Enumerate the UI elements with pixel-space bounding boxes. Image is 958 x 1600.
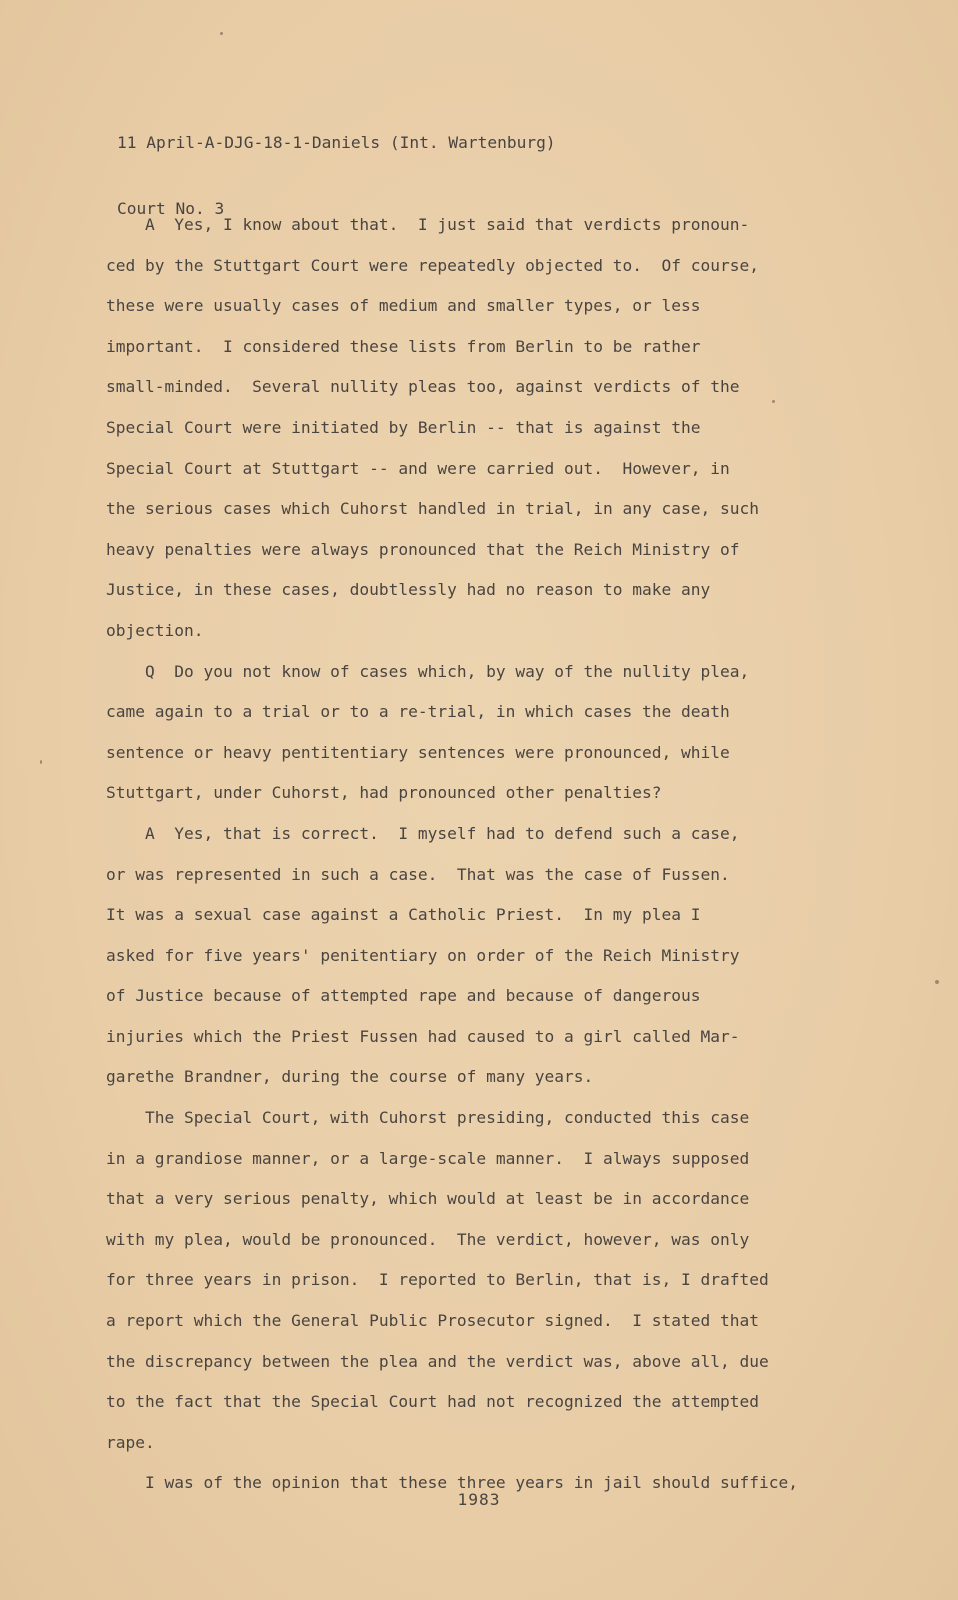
- text-line: Justice, in these cases, doubtlessly had no reason to make any: [106, 580, 711, 600]
- text-line: of Justice because of attempted rape and because of dangerous: [106, 986, 701, 1006]
- text-line: injuries which the Priest Fussen had caused to a girl called Mar-: [106, 1026, 740, 1046]
- transcript-body: [106, 205, 846, 1504]
- text-line: heavy penalties were always pronounced that the Reich Ministry of: [106, 539, 740, 559]
- text-line: came again to a trial or to a re-trial, in which cases the death: [106, 702, 730, 722]
- text-line: for three years in prison. I reported to Berlin, that is, I drafted: [106, 1270, 769, 1290]
- text-line: to the fact that the Special Court had not recognized the attempted: [106, 1392, 759, 1412]
- text-line: Q Do you not know of cases which, by way of the nullity plea,: [106, 661, 750, 681]
- paper-speck: [935, 980, 939, 984]
- text-line: garethe Brandner, during the course of many years.: [106, 1067, 594, 1087]
- header-court-number: Court No. 3: [117, 199, 225, 218]
- page-number: 1983: [457, 1490, 501, 1509]
- text-line: The Special Court, with Cuhorst presiding, conducted this case: [106, 1108, 750, 1128]
- text-line: a report which the General Public Prosecutor signed. I stated that: [106, 1311, 759, 1331]
- text-line: rape.: [106, 1432, 155, 1452]
- text-line: Special Court were initiated by Berlin -- that is against the: [106, 417, 701, 437]
- text-line: these were usually cases of medium and smaller types, or less: [106, 296, 701, 316]
- text-line: small-minded. Several nullity pleas too, against verdicts of the: [106, 377, 740, 397]
- text-line: I was of the opinion that these three years in jail should suffice,: [106, 1473, 798, 1493]
- text-line: or was represented in such a case. That was the case of Fussen.: [106, 864, 730, 884]
- text-line: sentence or heavy pentitentiary sentences were pronounced, while: [106, 742, 730, 762]
- text-line: objection.: [106, 620, 204, 640]
- paper-speck: [220, 32, 223, 35]
- paper-speck: [772, 400, 775, 403]
- text-line: important. I considered these lists from Berlin to be rather: [106, 336, 701, 356]
- text-line: the discrepancy between the plea and the verdict was, above all, due: [106, 1351, 769, 1371]
- text-line: the serious cases which Cuhorst handled in trial, in any case, such: [106, 499, 759, 519]
- text-line: A Yes, that is correct. I myself had to defend such a case,: [106, 823, 740, 843]
- text-line: It was a sexual case against a Catholic Priest. In my plea I: [106, 905, 701, 925]
- text-line: that a very serious penalty, which would at least be in accordance: [106, 1189, 750, 1209]
- text-line: Special Court at Stuttgart -- and were carried out. However, in: [106, 458, 730, 478]
- paper-speck: [40, 760, 42, 764]
- text-line: asked for five years' penitentiary on order of the Reich Ministry: [106, 945, 740, 965]
- text-line: in a grandiose manner, or a large-scale manner. I always supposed: [106, 1148, 750, 1168]
- header-case-reference: 11 April-A-DJG-18-1-Daniels (Int. Wartenburg): [117, 133, 556, 152]
- text-line: Stuttgart, under Cuhorst, had pronounced other penalties?: [106, 783, 662, 803]
- text-line: ced by the Stuttgart Court were repeatedly objected to. Of course,: [106, 255, 759, 275]
- text-line: with my plea, would be pronounced. The verdict, however, was only: [106, 1229, 750, 1249]
- text-line: A Yes, I know about that. I just said that verdicts pronoun-: [106, 215, 750, 234]
